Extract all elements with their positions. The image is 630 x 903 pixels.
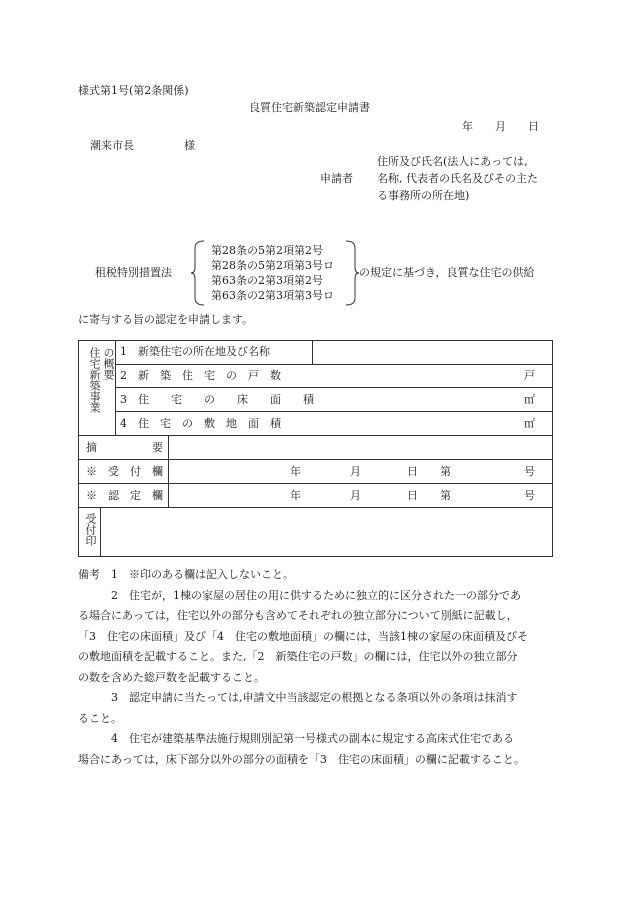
note-line: の敷地面積を記載すること。また,「2 新築住宅の戸数」の欄には，住宅以外の独立部分 bbox=[78, 650, 518, 663]
applicant-line-3: る事務所の所在地) bbox=[377, 189, 470, 202]
note-line: の数を含めた総戸数を記載すること。 bbox=[78, 670, 265, 684]
article-2: 第28条の5第2項第3号ロ bbox=[211, 259, 334, 272]
summary-label: 摘 要 bbox=[86, 441, 163, 454]
approval-day: 日 bbox=[407, 489, 418, 502]
reception-go: 号 bbox=[524, 465, 535, 478]
row-4-unit: ㎡ bbox=[524, 417, 535, 430]
group-label-col1: 住宅新築事業 bbox=[88, 347, 101, 413]
applicant-label: 申請者 bbox=[320, 172, 353, 185]
form-number: 様式第1号(第2条関係) bbox=[78, 84, 189, 97]
application-form-table bbox=[78, 340, 553, 557]
reception-month: 月 bbox=[350, 465, 361, 478]
row-1-label: 1 新築住宅の所在地及び名称 bbox=[120, 345, 270, 358]
article-3: 第63条の2第3項第2号 bbox=[211, 274, 323, 287]
approval-year: 年 bbox=[290, 489, 301, 502]
document-title: 良質住宅新築認定申請書 bbox=[249, 101, 370, 114]
note-line: 備考 1 ※印のある欄は記入しないこと。 bbox=[78, 568, 294, 581]
row-2-label: 2 新 築 住 宅 の 戸 数 bbox=[120, 369, 281, 382]
approval-label: ※ 認 定 欄 bbox=[86, 489, 163, 502]
applicant-line-2: 名称, 代表者の氏名及びその主た bbox=[377, 172, 538, 185]
row-3-label: 3 住 宅 の 床 面 積 bbox=[120, 393, 314, 406]
left-brace bbox=[190, 240, 206, 306]
summary-input[interactable] bbox=[170, 437, 550, 457]
row-4-label: 4 住 宅 の 敷 地 面 積 bbox=[120, 417, 281, 430]
approval-no: 第 bbox=[440, 489, 451, 502]
approval-month: 月 bbox=[350, 489, 361, 502]
addressee: 潮来市長 bbox=[90, 139, 134, 152]
article-4: 第63条の2第3項第3号ロ bbox=[211, 289, 334, 302]
note-line: 3 認定申請に当たっては,申請文中当該認定の根拠となる条項以外の条項は抹消す bbox=[78, 691, 518, 704]
right-brace bbox=[344, 240, 360, 306]
notes bbox=[78, 565, 553, 770]
stamp-area[interactable] bbox=[102, 509, 550, 554]
note-line: ること。 bbox=[78, 711, 122, 725]
honorific: 様 bbox=[184, 139, 195, 152]
article-1: 第28条の5第2項第2号 bbox=[211, 244, 323, 257]
date-line: 年 月 日 bbox=[462, 120, 539, 133]
law-name: 租税特別措置法 bbox=[95, 266, 172, 279]
law-continuation: に寄与する旨の認定を申請します。 bbox=[78, 313, 254, 326]
law-suffix: の規定に基づき，良質な住宅の供給 bbox=[359, 266, 535, 279]
approval-go: 号 bbox=[524, 489, 535, 502]
note-line: 4 住宅が建築基準法施行規則別記第一号様式の副本に規定する高床式住宅である bbox=[78, 732, 514, 745]
reception-year: 年 bbox=[290, 465, 301, 478]
reception-no: 第 bbox=[440, 465, 451, 478]
note-line: る場合にあっては，住宅以外の部分も含めてそれぞれの独立部分について別紙に記載し， bbox=[78, 609, 518, 622]
row-3-unit: ㎡ bbox=[524, 393, 535, 406]
reception-day: 日 bbox=[407, 465, 418, 478]
note-line: 2 住宅が，1棟の家屋の居住の用に供するために独立的に区分された一の部分であ bbox=[78, 588, 521, 602]
applicant-line-1: 住所及び氏名(法人にあっては, bbox=[377, 155, 528, 168]
stamp-label: 受付印 bbox=[84, 513, 97, 546]
note-line: 場合にあっては，床下部分以外の部分の面積を「3 住宅の床面積」の欄に記載すること。 bbox=[78, 752, 525, 766]
note-line: 「3 住宅の床面積」及び「4 住宅の敷地面積」の欄には，当該1棟の家屋の床面積及びそ bbox=[78, 629, 528, 643]
group-label-col2: の概要 bbox=[102, 347, 115, 380]
reception-label: ※ 受 付 欄 bbox=[86, 465, 163, 478]
row-2-unit: 戸 bbox=[524, 369, 535, 382]
row-1-input[interactable] bbox=[314, 342, 550, 362]
